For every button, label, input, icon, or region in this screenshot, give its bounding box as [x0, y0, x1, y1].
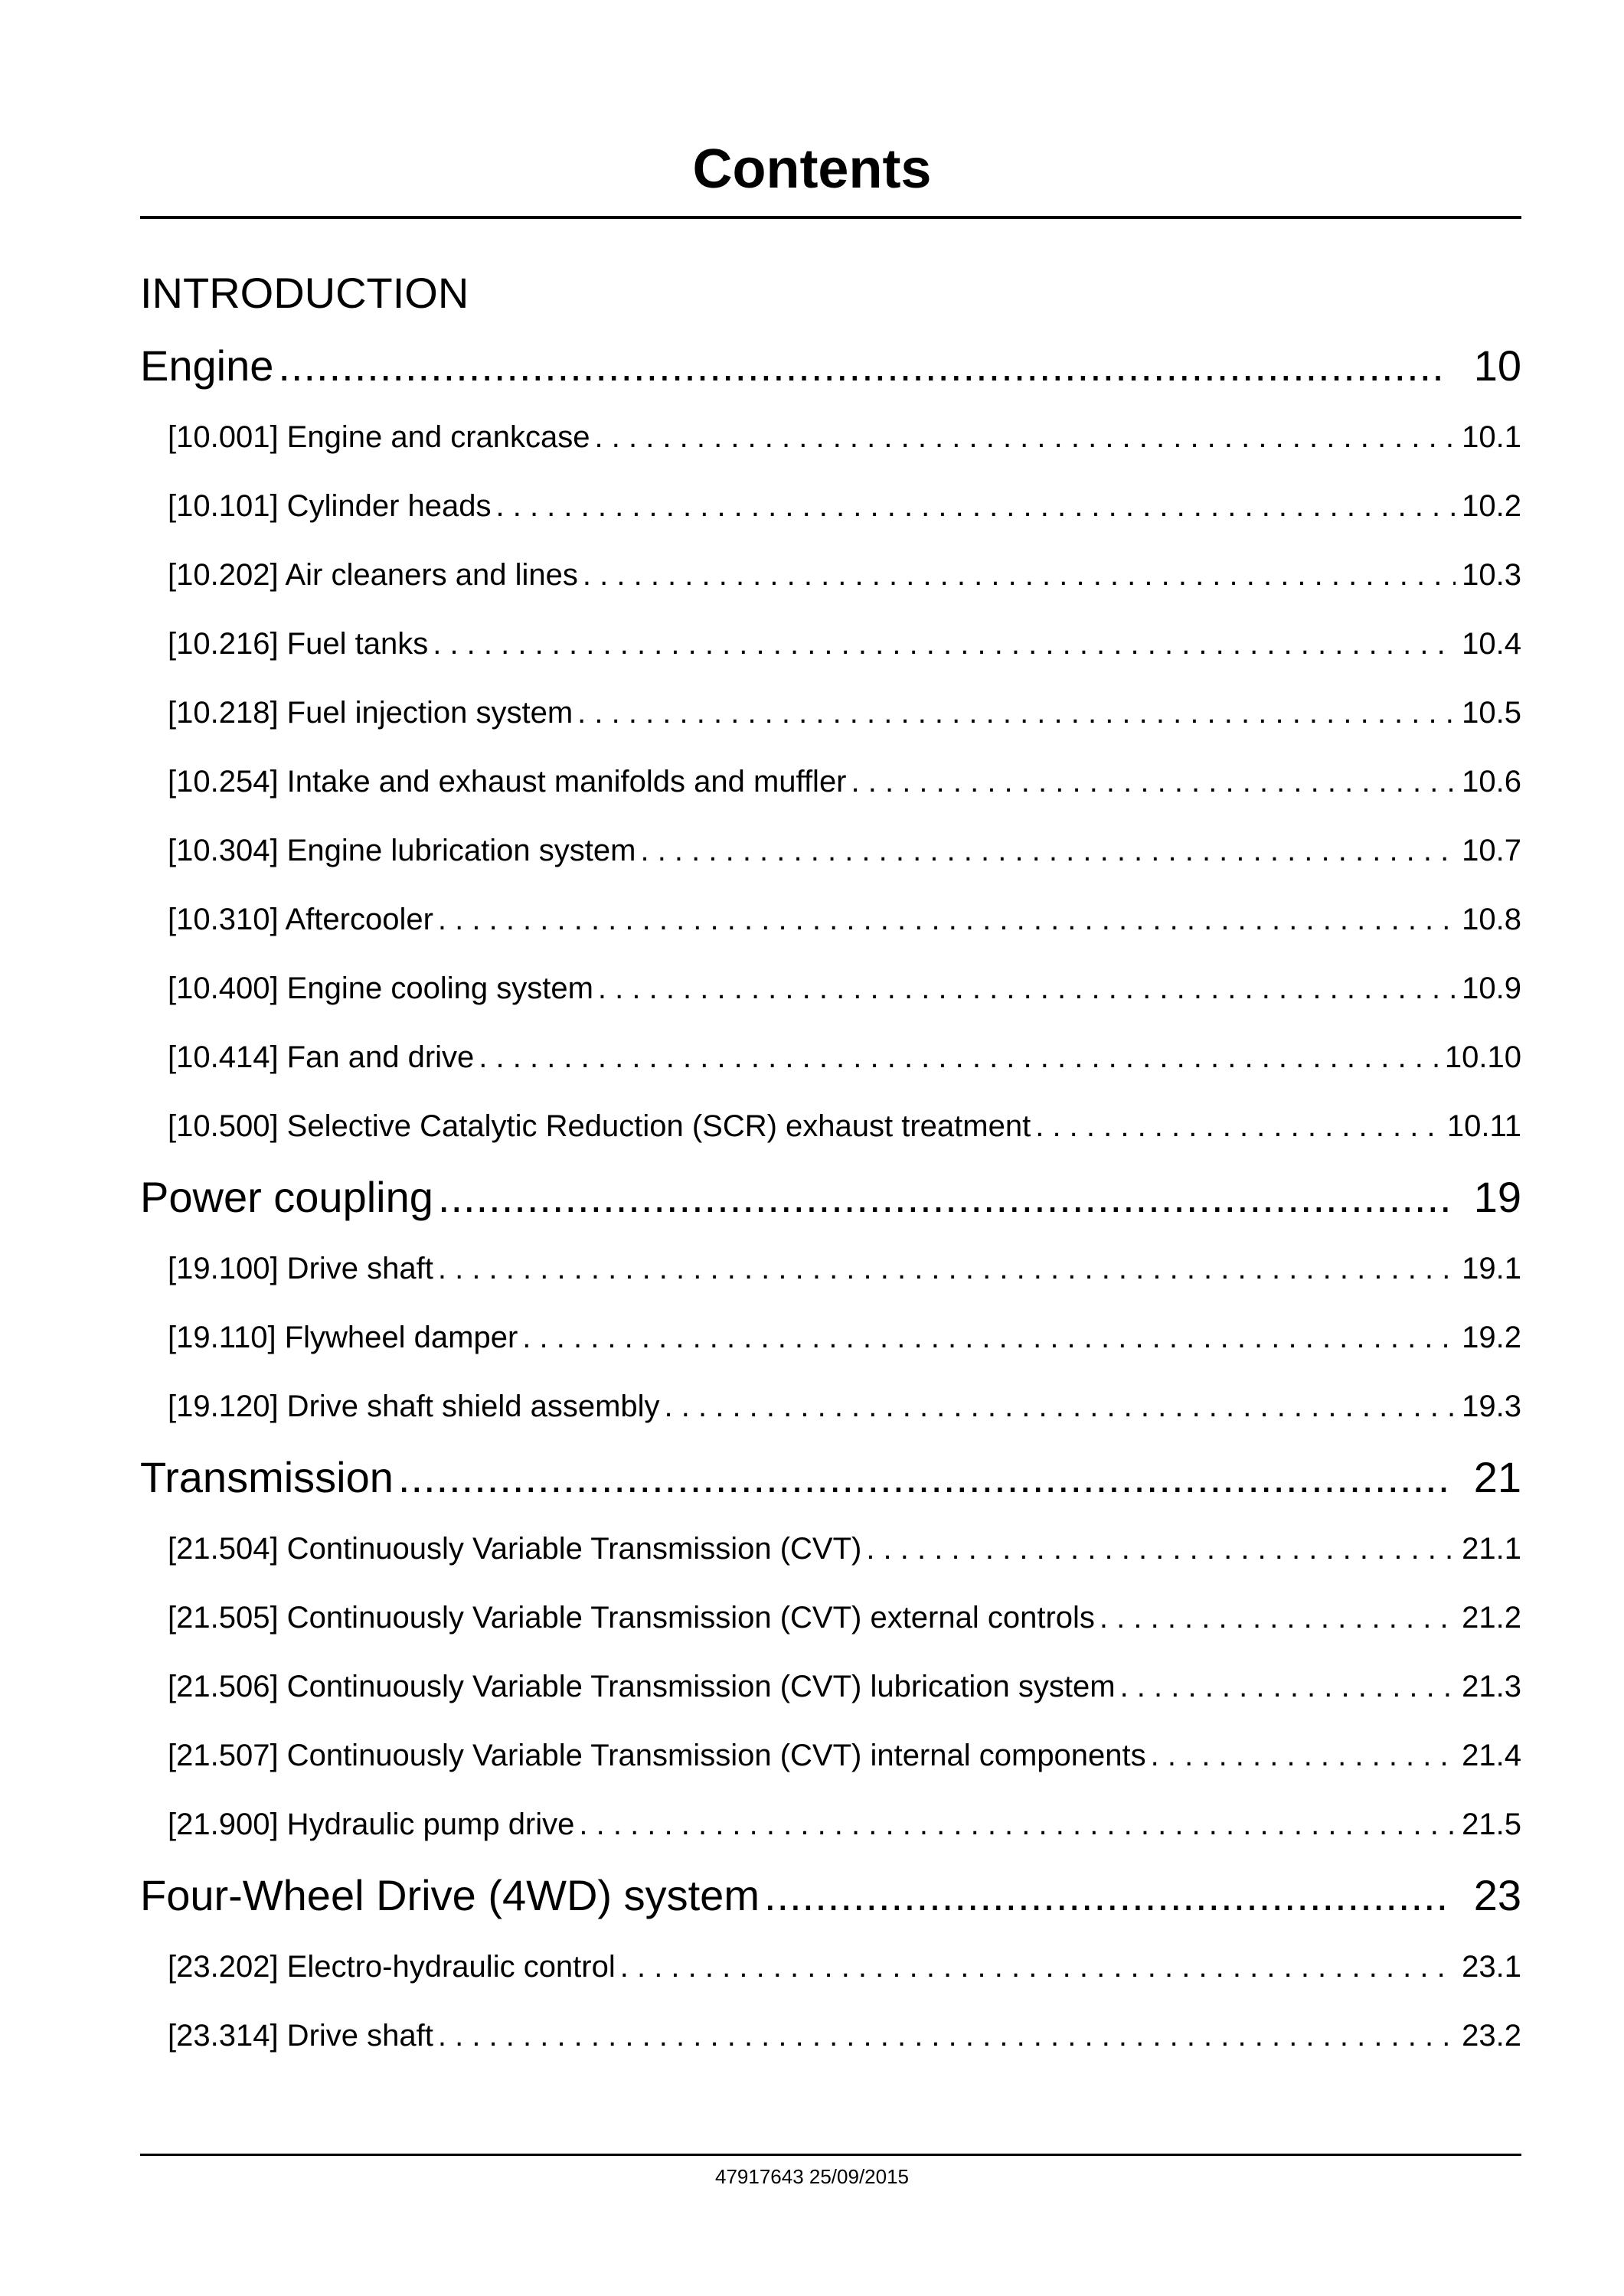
- toc-section-entry[interactable]: [140, 329, 1521, 403]
- dot-leader: [640, 816, 1456, 885]
- section-title: Engine: [140, 341, 274, 390]
- dot-leader: [1035, 1092, 1443, 1161]
- item-label: [10.101] Cylinder heads: [168, 489, 492, 523]
- item-page-number: 10.9: [1462, 972, 1521, 1005]
- toc-item-entry[interactable]: [140, 1790, 1521, 1859]
- item-label: [19.100] Drive shaft: [168, 1252, 433, 1285]
- toc-item-entry[interactable]: [140, 1234, 1521, 1303]
- item-page-number: 21.2: [1462, 1601, 1521, 1635]
- item-label: [21.504] Continuously Variable Transmission (CVT): [168, 1532, 862, 1566]
- document-footer: 47917643 25/09/2015: [714, 2165, 910, 2188]
- dot-leader: [438, 1161, 1448, 1234]
- item-page-number: 19.3: [1462, 1390, 1521, 1423]
- item-label: [10.414] Fan and drive: [168, 1040, 475, 1074]
- section-title: Transmission: [140, 1453, 394, 1501]
- item-label: [23.314] Drive shaft: [168, 2019, 433, 2053]
- dot-leader: [851, 747, 1456, 816]
- toc-item-entry[interactable]: [140, 1372, 1521, 1441]
- footer-divider: [140, 2154, 1521, 2156]
- item-page-number: 21.5: [1462, 1808, 1521, 1841]
- dot-leader: [438, 1234, 1456, 1303]
- toc-item-entry[interactable]: [140, 2001, 1521, 2070]
- section-page-number: 21: [1473, 1453, 1521, 1501]
- dot-leader: [620, 1932, 1456, 2001]
- toc-section-entry[interactable]: [140, 1161, 1521, 1234]
- item-page-number: 10.11: [1446, 1109, 1521, 1143]
- section-title: Power coupling: [140, 1173, 433, 1221]
- toc-item-entry[interactable]: [140, 1023, 1521, 1092]
- item-page-number: 19.2: [1462, 1321, 1521, 1354]
- item-label: [10.202] Air cleaners and lines: [168, 558, 578, 592]
- item-label: [21.507] Continuously Variable Transmission (CVT) internal components: [168, 1739, 1146, 1772]
- dot-leader: [866, 1514, 1456, 1583]
- toc-item-entry[interactable]: [140, 1932, 1521, 2001]
- dot-leader: [598, 954, 1456, 1023]
- dot-leader: [479, 1023, 1440, 1092]
- item-page-number: 10.10: [1444, 1040, 1521, 1074]
- toc-item-entry[interactable]: [140, 747, 1521, 816]
- toc-section-entry[interactable]: [140, 1859, 1521, 1932]
- item-label: [10.216] Fuel tanks: [168, 627, 429, 661]
- toc-item-entry[interactable]: [140, 954, 1521, 1023]
- item-page-number: 10.8: [1462, 903, 1521, 936]
- dot-leader: [522, 1303, 1456, 1372]
- item-label: [21.505] Continuously Variable Transmission (CVT) external controls: [168, 1601, 1095, 1635]
- item-label: [10.310] Aftercooler: [168, 903, 433, 936]
- dot-leader: [438, 885, 1456, 954]
- dot-leader: [764, 1859, 1448, 1932]
- section-page-number: 10: [1473, 341, 1521, 390]
- dot-leader: [496, 472, 1456, 541]
- item-page-number: 23.1: [1462, 1950, 1521, 1984]
- item-page-number: 19.1: [1462, 1252, 1521, 1285]
- page-title: Contents: [692, 139, 932, 200]
- item-label: [10.218] Fuel injection system: [168, 696, 573, 730]
- item-page-number: 21.3: [1462, 1670, 1521, 1703]
- item-page-number: 10.5: [1462, 696, 1521, 730]
- dot-leader: [1120, 1652, 1456, 1721]
- dot-leader: [595, 403, 1456, 472]
- toc-item-entry[interactable]: [140, 541, 1521, 609]
- toc-item-entry[interactable]: [140, 1092, 1521, 1161]
- item-label: [10.001] Engine and crankcase: [168, 420, 590, 454]
- dot-leader: [1151, 1721, 1456, 1790]
- dot-leader: [579, 1790, 1456, 1859]
- item-page-number: 23.2: [1462, 2019, 1521, 2053]
- title-divider: [140, 216, 1521, 219]
- toc-item-entry[interactable]: [140, 472, 1521, 541]
- section-page-number: 23: [1473, 1871, 1521, 1919]
- item-page-number: 21.4: [1462, 1739, 1521, 1772]
- toc-section-entry[interactable]: [140, 1441, 1521, 1514]
- table-of-contents: [140, 329, 1521, 2070]
- item-label: [19.110] Flywheel damper: [168, 1321, 518, 1354]
- item-page-number: 10.2: [1462, 489, 1521, 523]
- item-label: [19.120] Drive shaft shield assembly: [168, 1390, 660, 1423]
- toc-item-entry[interactable]: [140, 1721, 1521, 1790]
- item-label: [21.506] Continuously Variable Transmission (CVT) lubrication system: [168, 1670, 1116, 1703]
- section-page-number: 19: [1473, 1173, 1521, 1221]
- toc-item-entry[interactable]: [140, 1303, 1521, 1372]
- toc-item-entry[interactable]: [140, 609, 1521, 678]
- dot-leader: [583, 541, 1456, 609]
- intro-heading: INTRODUCTION: [140, 269, 469, 317]
- toc-item-entry[interactable]: [140, 1583, 1521, 1652]
- item-label: [10.500] Selective Catalytic Reduction (SCR) exhaust treatment: [168, 1109, 1031, 1143]
- item-label: [23.202] Electro-hydraulic control: [168, 1950, 616, 1984]
- dot-leader: [398, 1441, 1448, 1514]
- dot-leader: [433, 609, 1456, 678]
- toc-item-entry[interactable]: [140, 1652, 1521, 1721]
- section-title: Four-Wheel Drive (4WD) system: [140, 1871, 760, 1919]
- item-page-number: 10.1: [1462, 420, 1521, 454]
- item-page-number: 10.7: [1462, 834, 1521, 867]
- item-page-number: 10.6: [1462, 765, 1521, 799]
- toc-item-entry[interactable]: [140, 885, 1521, 954]
- item-page-number: 10.4: [1462, 627, 1521, 661]
- dot-leader: [577, 678, 1456, 747]
- toc-item-entry[interactable]: [140, 678, 1521, 747]
- item-label: [21.900] Hydraulic pump drive: [168, 1808, 575, 1841]
- item-page-number: 10.3: [1462, 558, 1521, 592]
- item-page-number: 21.1: [1462, 1532, 1521, 1566]
- toc-item-entry[interactable]: [140, 403, 1521, 472]
- dot-leader: [665, 1372, 1456, 1441]
- dot-leader: [1100, 1583, 1456, 1652]
- toc-item-entry[interactable]: [140, 1514, 1521, 1583]
- item-label: [10.400] Engine cooling system: [168, 972, 593, 1005]
- dot-leader: [438, 2001, 1456, 2070]
- dot-leader: [278, 329, 1448, 403]
- item-label: [10.304] Engine lubrication system: [168, 834, 636, 867]
- item-label: [10.254] Intake and exhaust manifolds and muffler: [168, 765, 847, 799]
- toc-item-entry[interactable]: [140, 816, 1521, 885]
